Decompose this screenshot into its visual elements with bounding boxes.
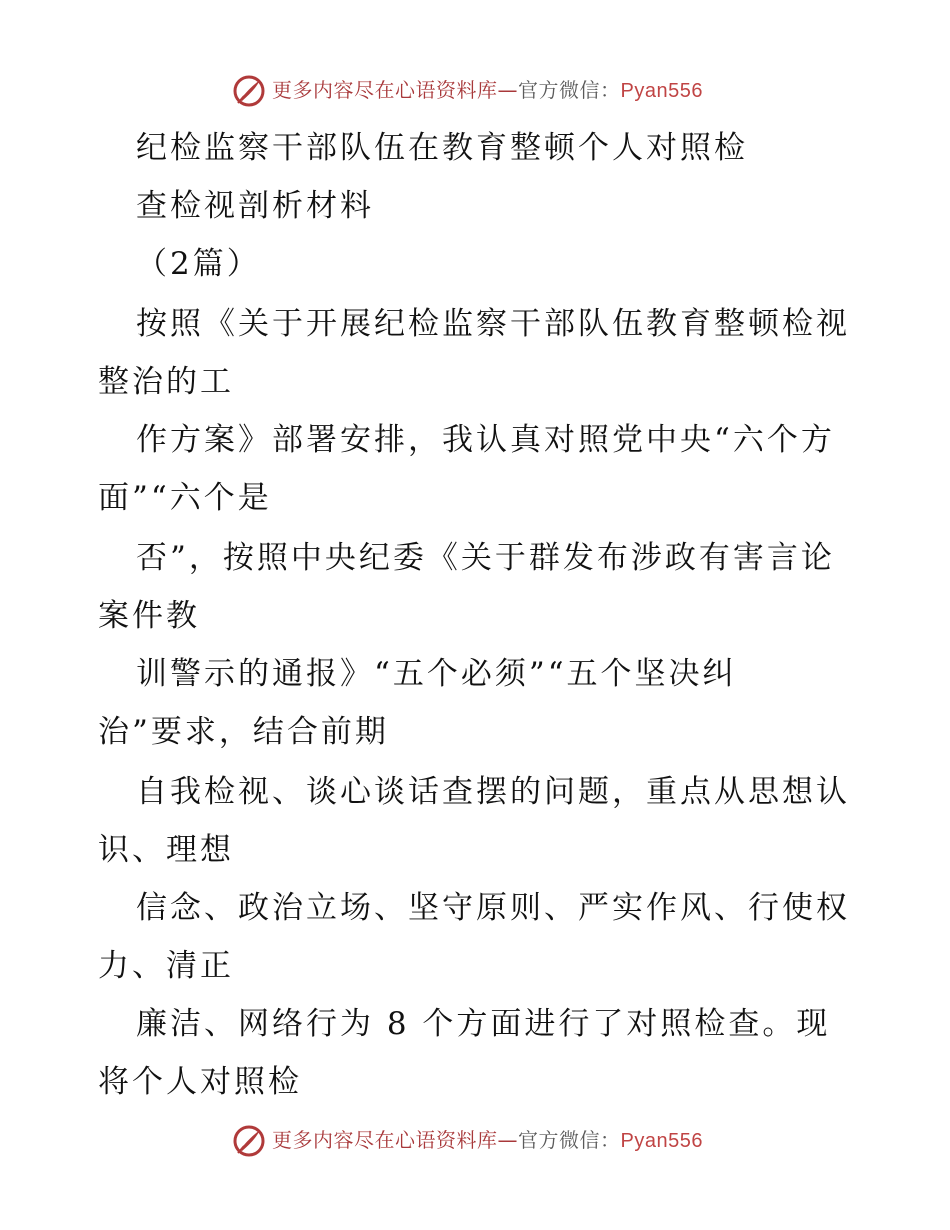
banner-wechat-id: Pyan556 <box>620 1130 703 1152</box>
banner-official-label: 官方微信： <box>518 78 621 102</box>
banner-site-text: 更多内容尽在心语资料库 <box>272 1128 498 1152</box>
banner-site-text: 更多内容尽在心语资料库 <box>272 78 498 102</box>
banner-separator: — <box>497 78 518 102</box>
banner-text <box>272 76 703 105</box>
body-line: 否”，按照中央纪委《关于群发布涉政有害言论 <box>136 540 835 576</box>
body-line: 按照《关于开展纪检监察干部队伍教育整顿检视 <box>136 306 850 342</box>
body-line: 面”“六个是 <box>98 480 272 516</box>
feather-pen-logo-icon <box>232 74 266 108</box>
body-line: 信念、政治立场、坚守原则、严实作风、行使权 <box>136 890 850 926</box>
body-line: 治”要求，结合前期 <box>98 714 389 750</box>
body-line: 廉洁、网络行为 8 个方面进行了对照检查。现 <box>136 1006 831 1042</box>
document-count-note: （2篇） <box>136 246 261 282</box>
banner-text <box>272 1126 703 1155</box>
banner-separator: — <box>497 1128 518 1152</box>
body-line: 作方案》部署安排，我认真对照党中央“六个方 <box>136 422 835 458</box>
header-banner <box>0 70 950 110</box>
body-line: 自我检视、谈心谈话查摆的问题，重点从思想认 <box>136 774 850 810</box>
body-line: 训警示的通报》“五个必须”“五个坚决纠 <box>136 656 737 692</box>
body-line: 将个人对照检 <box>98 1064 302 1100</box>
banner-official-label: 官方微信： <box>518 1128 621 1152</box>
banner-wechat-id: Pyan556 <box>620 80 703 102</box>
body-line: 识、理想 <box>98 832 234 868</box>
footer-banner <box>0 1120 950 1160</box>
document-title-line-1: 纪检监察干部队伍在教育整顿个人对照检 <box>136 130 748 166</box>
feather-pen-logo-icon <box>232 1124 266 1158</box>
body-line: 力、清正 <box>98 948 234 984</box>
body-line: 整治的工 <box>98 364 234 400</box>
document-title-line-2: 查检视剖析材料 <box>136 188 374 224</box>
body-line: 案件教 <box>98 598 200 634</box>
